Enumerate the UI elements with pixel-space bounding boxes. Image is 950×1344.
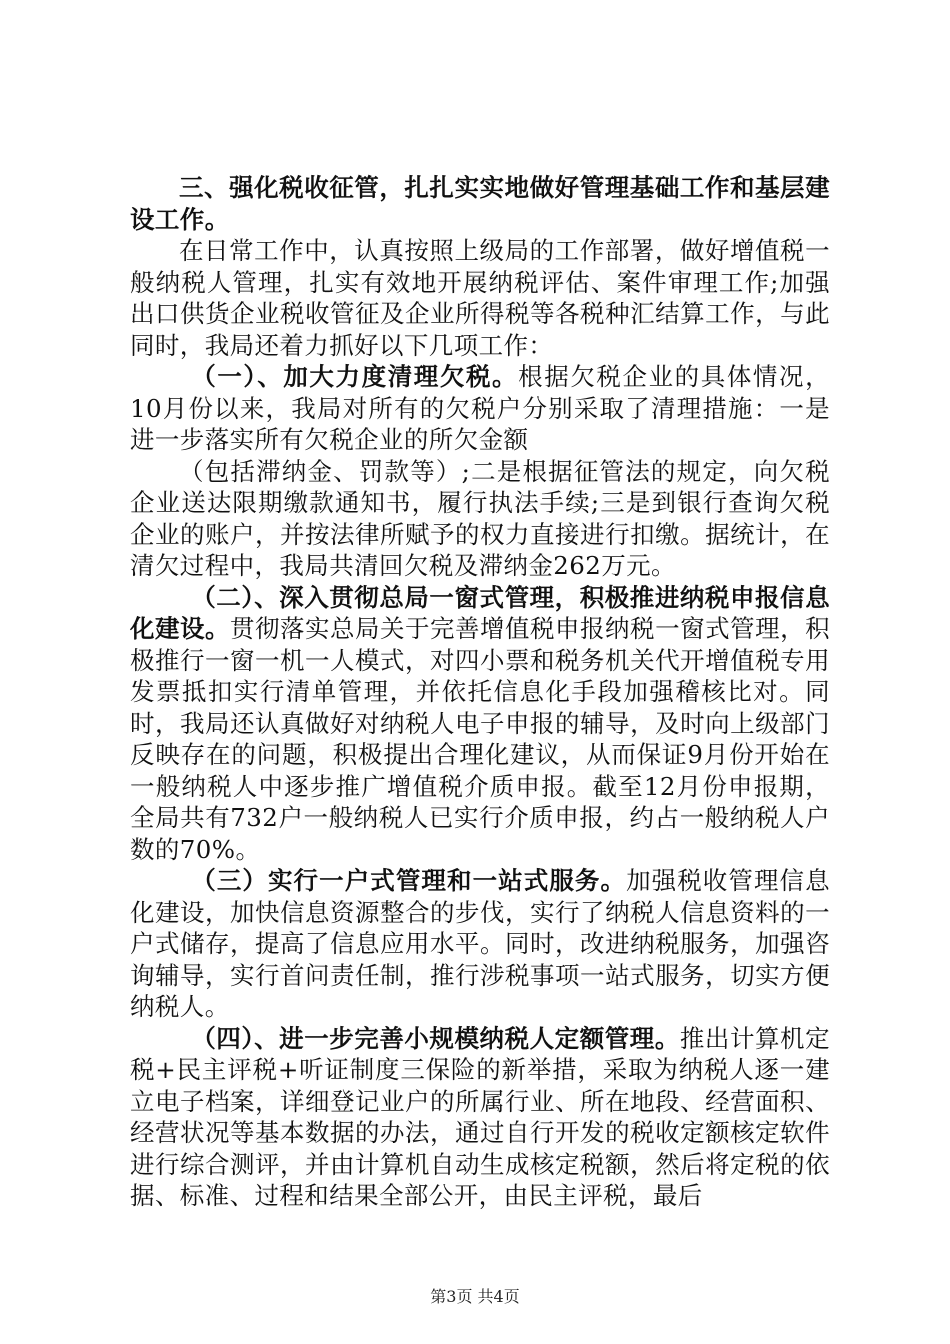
item-1-lead: （一）、加大力度清理欠税。 [191,362,519,391]
item-4-paragraph [130,1023,830,1212]
item-2-lead: （二）、深入贯彻总局一窗式管理，积极推进纳税申报信息化建设。 [130,582,830,643]
item-3-lead: （三）实行一户式管理和一站式服务。 [191,866,627,895]
item-4-lead: （四）、进一步完善小规模纳税人定额管理。 [191,1023,680,1053]
document-body [130,172,830,1212]
item-1-paragraph [130,361,830,456]
item-2-paragraph [130,582,830,866]
item-3-body: 加强税收管理信息化建设，加快信息资源整合的步伐，实行了纳税人信息资料的一户式储存，提高了信息应用水平。同时，改进纳税服务，加强咨询辅导，实行首问责任制，推行涉税事项一站式服务，切实方便纳税人。 [130,866,830,1021]
item-4-body: 推出计算机定税+民主评税+听证制度三保险的新举措，采取为纳税人逐一建立电子档案，详细登记业户的所属行业、所在地段、经营面积、经营状况等基本数据的办法，通过自行开发的税收定额核定软件进行综合测评，并由计算机自动生成核定税额，然后将定税的依据、标准、过程和结果全部公开，由民主评税，最后 [130,1023,830,1210]
section-heading: 三、强化税收征管，扎扎实实地做好管理基础工作和基层建设工作。 [130,173,830,234]
item-1-continuation: （包括滞纳金、罚款等）;二是根据征管法的规定，向欠税企业送达限期缴款通知书，履行执法手续;三是到银行查询欠税企业的账户，并按法律所赋予的权力直接进行扣缴。据统计，在清欠过程中，我局共清回欠税及滞纳金262万元。 [130,456,830,580]
item-3-paragraph [130,865,830,1023]
page-number-label: 第3页 共4页 [430,1287,520,1306]
intro-paragraph: 在日常工作中，认真按照上级局的工作部署，做好增值税一般纳税人管理，扎实有效地开展纳税评估、案件审理工作;加强出口供货企业税收管征及企业所得税等各税种汇结算工作，与此同时，我局还着力抓好以下几项工作： [130,236,830,360]
item-1-body: 根据欠税企业的具体情况，10月份以来，我局对所有的欠税户分别采取了清理措施：一是进一步落实所有欠税企业的所欠金额 [130,362,830,454]
page-footer [0,1284,950,1307]
item-2-body: 贯彻落实总局关于完善增值税申报纳税一窗式管理，积极推行一窗一机一人模式，对四小票和税务机关代开增值税专用发票抵扣实行清单管理，并依托信息化手段加强稽核比对。同时，我局还认真做好对纳税人电子申报的辅导，及时向上级部门反映存在的问题，积极提出合理化建议，从而保证9月份开始在一般纳税人中逐步推广增值税介质申报。截至12月份申报期，全局共有732户一般纳税人已实行介质申报，约占一般纳税人户数的70%。 [130,614,830,864]
